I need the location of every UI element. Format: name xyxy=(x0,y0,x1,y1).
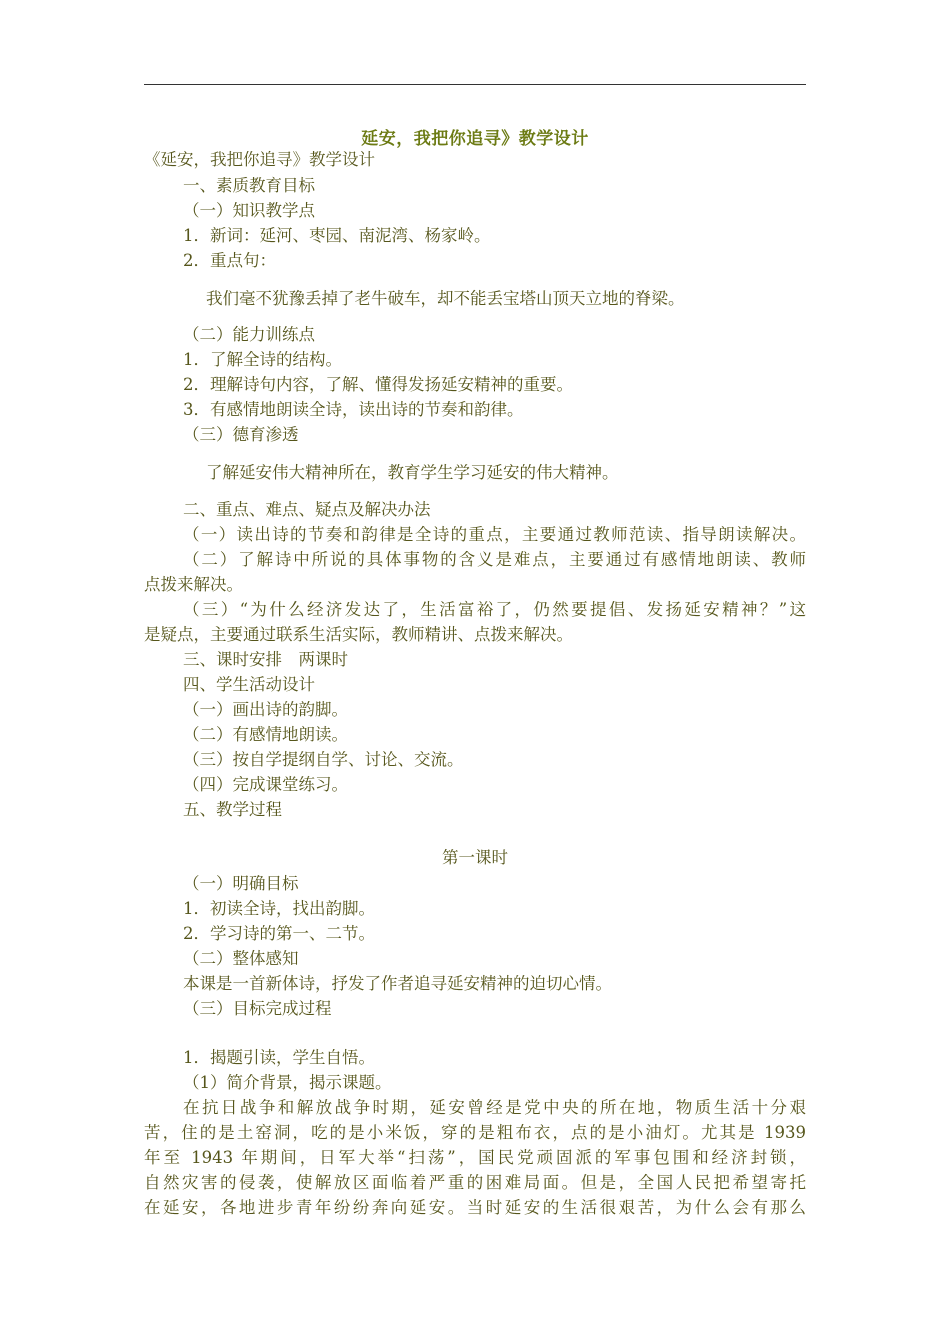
text-line: 自然灾害的侵袭，使解放区面临着严重的困难局面。但是，全国人民把希望寄托 xyxy=(144,1173,806,1192)
text-line: 了解延安伟大精神所在，教育学生学习延安的伟大精神。 xyxy=(206,463,619,482)
text-line: 苦，住的是土窑洞，吃的是小米饭，穿的是粗布衣，点的是小油灯。尤其是 1939 xyxy=(144,1123,806,1142)
text-line: 一、素质教育目标 xyxy=(183,176,315,195)
text-line: （一）明确目标 xyxy=(183,874,299,893)
text-line: 《延安，我把你追寻》教学设计 xyxy=(144,150,375,169)
text-line: 2．理解诗句内容，了解、懂得发扬延安精神的重要。 xyxy=(183,375,573,394)
text-line: 四、学生活动设计 xyxy=(183,675,315,694)
text-line: （四）完成课堂练习。 xyxy=(183,775,348,794)
section-heading: 第一课时 xyxy=(442,848,508,867)
text-line: 在延安，各地进步青年纷纷奔向延安。当时延安的生活很艰苦，为什么会有那么 xyxy=(144,1198,806,1217)
text-line: （二）有感情地朗读。 xyxy=(183,725,348,744)
text-line: （二）了解诗中所说的具体事物的含义是难点，主要通过有感情地朗读、教师 xyxy=(183,550,806,569)
text-line: 1．了解全诗的结构。 xyxy=(183,350,342,369)
text-line: 五、教学过程 xyxy=(183,800,282,819)
text-line: （三）德育渗透 xyxy=(183,425,299,444)
text-line: （一）画出诗的韵脚。 xyxy=(183,700,348,719)
doc-title: 延安，我把你追寻》教学设计 xyxy=(361,129,589,149)
text-line: 年至 1943 年期间，日军大举“扫荡”，国民党顽固派的军事包围和经济封锁， xyxy=(144,1148,806,1167)
text-line: （二）能力训练点 xyxy=(183,325,315,344)
text-line: 1．揭题引读，学生自悟。 xyxy=(183,1048,375,1067)
text-line: 是疑点，主要通过联系生活实际，教师精讲、点拨来解决。 xyxy=(144,625,573,644)
text-line: （二）整体感知 xyxy=(183,949,299,968)
text-line: 点拨来解决。 xyxy=(144,575,243,594)
text-line: （三）“为什么经济发达了，生活富裕了，仍然要提倡、发扬延安精神？”这 xyxy=(183,600,806,619)
text-line: （一）知识教学点 xyxy=(183,201,315,220)
text-line: （三）按自学提纲自学、讨论、交流。 xyxy=(183,750,464,769)
text-line: 1．新词：延河、枣园、南泥湾、杨家岭。 xyxy=(183,226,491,245)
text-line: （三）目标完成过程 xyxy=(183,999,332,1018)
text-line: 三、课时安排 两课时 xyxy=(183,650,348,669)
text-line: 我们毫不犹豫丢掉了老牛破车，却不能丢宝塔山顶天立地的脊梁。 xyxy=(206,289,685,308)
text-line: 3．有感情地朗读全诗，读出诗的节奏和韵律。 xyxy=(183,400,524,419)
text-line: （1）简介背景，揭示课题。 xyxy=(183,1073,392,1092)
text-line: 1．初读全诗，找出韵脚。 xyxy=(183,899,375,918)
text-line: 在抗日战争和解放战争时期，延安曾经是党中央的所在地，物质生活十分艰 xyxy=(183,1098,806,1117)
text-line: 2．学习诗的第一、二节。 xyxy=(183,924,375,943)
text-line: 二、重点、难点、疑点及解决办法 xyxy=(183,500,431,519)
text-line: 2．重点句： xyxy=(183,251,276,270)
text-line: （一）读出诗的节奏和韵律是全诗的重点，主要通过教师范读、指导朗读解决。 xyxy=(183,525,806,544)
text-line: 本课是一首新体诗，抒发了作者追寻延安精神的迫切心情。 xyxy=(183,974,612,993)
header-rule xyxy=(144,84,806,85)
